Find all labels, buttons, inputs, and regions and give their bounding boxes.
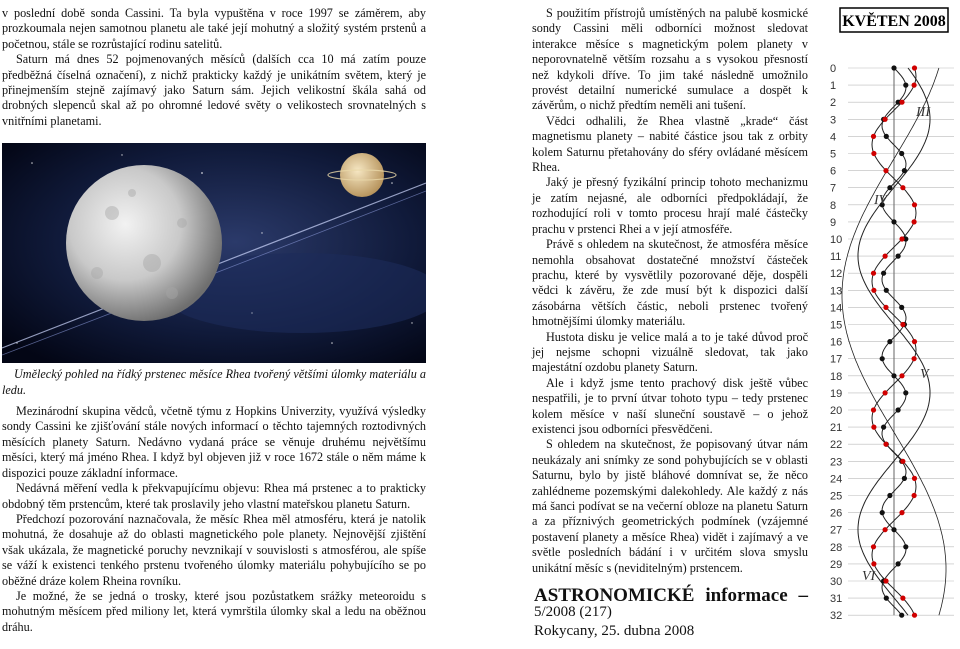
moon-dot (899, 510, 904, 515)
day-label: 17 (830, 353, 843, 366)
moon-dot (912, 613, 917, 618)
day-label: 27 (830, 524, 843, 537)
middle-paragraph-1: S použitím přístrojů umístěných na palubě kosmické sondy Cassini měli odborníci možnost sledovat interakce měsíce s magnetickým polem planety v neporovnatelně větším rozsahu a s vysokou přesností než kdykoli dříve. To jim také následně umožnilo provést detailní numerické sumulace a dospět k závěrům, o nichž předtím neměli ani tušení. (532, 6, 808, 113)
moon-label-iv: IV (874, 193, 888, 208)
day-label: 1 (830, 80, 837, 93)
chart-grid (848, 68, 954, 615)
publication-footer (532, 585, 808, 641)
moon-dot (871, 561, 876, 566)
moon-dot (903, 390, 908, 395)
moon-dot (899, 305, 904, 310)
moon-orbit-chart (828, 6, 956, 620)
day-label: 29 (830, 558, 843, 571)
moon-dot (903, 544, 908, 549)
left-paragraph-5: Předchozí pozorování naznačovala, že měsíc Rhea měl atmosféru, která je natolik mohutná, že dosahuje až do oblasti magnetického pole planety. Nejnovější zjištění však ukázala, že magnetické poruchy nevznikají v souvislosti s atmosférou, ale spíše se váží k existenci tenkého prstenu tvořeného úlomky materiálu pohybujícího se po oběžné dráze kolem Rheina rovníku. (2, 511, 426, 588)
day-label: 10 (830, 234, 843, 246)
moon-dot (899, 373, 904, 378)
day-label: 25 (830, 490, 843, 503)
moon-dot (880, 356, 885, 361)
photo-caption: Umělecký pohled na řídký prstenec měsíce Rhea tvořený většími úlomky materiálu a ledu. (2, 367, 426, 397)
moon-dot (900, 459, 905, 464)
day-label: 0 (830, 63, 837, 75)
day-label: 24 (830, 473, 843, 486)
moon-dot (896, 407, 901, 412)
moon-dot (902, 168, 907, 173)
moon-dot (902, 476, 907, 481)
day-label: 31 (830, 593, 843, 606)
day-label: 9 (830, 216, 837, 229)
left-paragraph-6: Je možné, že se jedná o trosky, které jsou pozůstatkem srážky meteoroidu s mohutným měsícem před miliony let, která vymrštila úlomky skal a ledu na oběžnou dráhu. (2, 588, 426, 634)
moon-dot (899, 100, 904, 105)
day-label: 20 (830, 405, 843, 417)
left-paragraph-3: Mezinárodní skupina vědců, včetně týmu z Hopkins Univerzity, využívá výsledky sondy Cassini ke zjišťování stále nových informací o těchto tajemných roztodivných měsících planety Saturn. Nedávno vydaná práce se věnuje druhému největšímu měsíci, který má jméno Rhea. I když byl objeven již v roce 1672 stále o něm máme k dispozici pouze základní informace. (2, 404, 426, 480)
moon-dot (900, 185, 905, 190)
moon-dot (871, 271, 876, 276)
middle-paragraph-6: Ale i když jsme tento prachový disk ještě vůbec nespatřili, je to první útvar tohoto typu – tedy prstenec kolem měsíce v naší sluneční soustavě – o jehož existenci jsou odborníci přesvědčeni. (532, 375, 808, 436)
day-label: 15 (830, 319, 843, 332)
moon-dot (871, 425, 876, 430)
middle-paragraph-4: Právě s ohledem na skutečnost, že atmosféra měsíce nemohla obsahovat dostatečné množství částeček prachu, které by vysvětlily pozorované děje, dospěli vědci k závěru, že zde musí být k dispozici další zásobárna větších částic, neboli prstenec tvořený hmotnějšími úlomky materiálu. (532, 237, 808, 329)
moon-dot (871, 407, 876, 412)
moon-dot (887, 339, 892, 344)
moon-dot (871, 134, 876, 139)
moon-dot (887, 185, 892, 190)
day-label: 13 (830, 285, 843, 298)
day-label: 32 (830, 610, 843, 620)
day-label: 7 (830, 182, 837, 195)
moon-dot (871, 151, 876, 156)
moon-dot (891, 65, 896, 70)
moon-dot (899, 236, 904, 241)
moon-dot (912, 493, 917, 498)
day-label: 8 (830, 199, 837, 212)
moon-dot (884, 134, 889, 139)
place-date: Rokycany, 25. dubna 2008 (534, 623, 695, 640)
rhea-ring-artwork (2, 143, 426, 363)
title-word-2: informace (705, 585, 788, 607)
title-word-1: ASTRONOMICKÉ (534, 585, 695, 607)
day-label: 19 (830, 387, 843, 400)
moon-dot (883, 305, 888, 310)
day-label: 11 (830, 251, 842, 264)
left-column (2, 6, 426, 635)
publication-title (532, 585, 808, 607)
moon-dot (884, 596, 889, 601)
moon-dot (880, 510, 885, 515)
day-label: 26 (830, 507, 843, 520)
middle-paragraph-5: Hustota disku je velice malá a to je také důvod proč jej nejsme schopni vizuálně sledovat, tak jako majestátní ozdobu planety Saturn. (532, 329, 808, 375)
day-label: 22 (830, 439, 843, 452)
day-label: 28 (830, 541, 843, 554)
moon-dot (899, 613, 904, 618)
day-label: 21 (830, 422, 843, 435)
middle-column (532, 6, 808, 641)
moon-dot (896, 561, 901, 566)
moon-label-v: V (920, 367, 929, 382)
middle-paragraph-7: S ohledem na skutečnost, že popisovaný útvar nám neukázaly ani snímky ze sond pohybujících se v oblasti Saturnu, bylo by jistě bláhové domnívat se, že něco zahlédneme pozemskými dalekohledy. Ale každý z nás má šanci podívat se na večerní obloze na planetu Saturn a za příznivých geometrických podmínek (vzájemné postavení planety a měsíce Rhea) vidět i zajímavý a ve světle posledních bádání i v určitém slova smyslu unikátní měsíc s (neviditelným) prstencem. (532, 437, 808, 575)
moon-dot (883, 254, 888, 259)
moon-dot (903, 83, 908, 88)
moon-dot (883, 527, 888, 532)
moon-dot (912, 476, 917, 481)
moon-dot (891, 373, 896, 378)
day-label: 5 (830, 148, 837, 161)
left-paragraph-1: v poslední době sonda Cassini. Ta byla vypuštěna v roce 1997 se záměrem, aby prozkoumala nejen samotnou planetu ale také její mohutný a složitý systém prstenů a početnou, stále se rozrůstající rodinu satelitů. (2, 6, 426, 51)
moon-dot (881, 271, 886, 276)
moon-dot (912, 83, 917, 88)
chart-title: KVĚTEN 2008 (842, 13, 946, 30)
day-label: 4 (830, 131, 837, 144)
moon-dot (881, 425, 886, 430)
moon-dot (912, 202, 917, 207)
moon-dot (884, 288, 889, 293)
issue-number: 5/2008 (217) (534, 604, 612, 621)
middle-paragraph-3: Jaký je přesný fyzikální princip tohoto mechanizmu je zatím nejasné, ale odborníci předpokládají, že rozhodující roli v tomto procesu hrají malé částečky prachu v prstenci Rhei a v její atmosféře. (532, 175, 808, 236)
day-label: 3 (830, 114, 837, 127)
moon-label-vi: VI (862, 569, 876, 584)
day-label: 6 (830, 165, 837, 178)
moon-dot (871, 288, 876, 293)
day-label: 18 (830, 370, 843, 383)
moon-dot (912, 356, 917, 361)
day-label: 16 (830, 336, 843, 349)
moon-dot (896, 254, 901, 259)
moon-dot (871, 544, 876, 549)
title-dash: – (798, 585, 808, 607)
moon-dot (883, 117, 888, 122)
moon-dot (883, 390, 888, 395)
day-label: 14 (830, 302, 843, 315)
moon-dot (887, 493, 892, 498)
moon-label-iii: III (916, 105, 930, 120)
moon-dot (912, 339, 917, 344)
day-label: 23 (830, 456, 843, 469)
moon-dot (891, 219, 896, 224)
moon-dot (883, 578, 888, 583)
moon-dot (900, 596, 905, 601)
middle-paragraph-2: Vědci odhalili, že Rhea vlastně „krade“ část magnetismu planety – nabité částice jsou tak z orbity kolem Saturnu přetahovány do sféry ovládané měsícem Rhea. (532, 113, 808, 175)
day-label: 30 (830, 576, 843, 588)
moon-dot (891, 527, 896, 532)
left-paragraph-2: Saturn má dnes 52 pojmenovaných měsíců (dalších cca 10 má zatím pouze předběžná číselná označení), z nichž prakticky každý je unikátním světem, který je přinejmenším stejně zajímavý jako Saturn sám. Jejich velikostní škála sahá od drobných slepenců skal až po ohromné ledové světy o velikostech srovnatelných s vnitřními planetami. (2, 52, 426, 128)
moon-dot (899, 151, 904, 156)
moon-dot (900, 322, 905, 327)
moon-dot (883, 442, 888, 447)
moon-dot (912, 219, 917, 224)
day-label: 2 (830, 97, 837, 110)
moon-dot (912, 65, 917, 70)
day-label: 12 (830, 268, 843, 281)
left-paragraph-4: Nedávná měření vedla k překvapujícímu objevu: Rhea má prstenec a to prakticky obdobný těm prstencům, které tak proslavily jeho vlastní mateřskou planetu Saturn. (2, 481, 426, 511)
moon-dot (883, 168, 888, 173)
chart-day-labels (830, 63, 842, 620)
